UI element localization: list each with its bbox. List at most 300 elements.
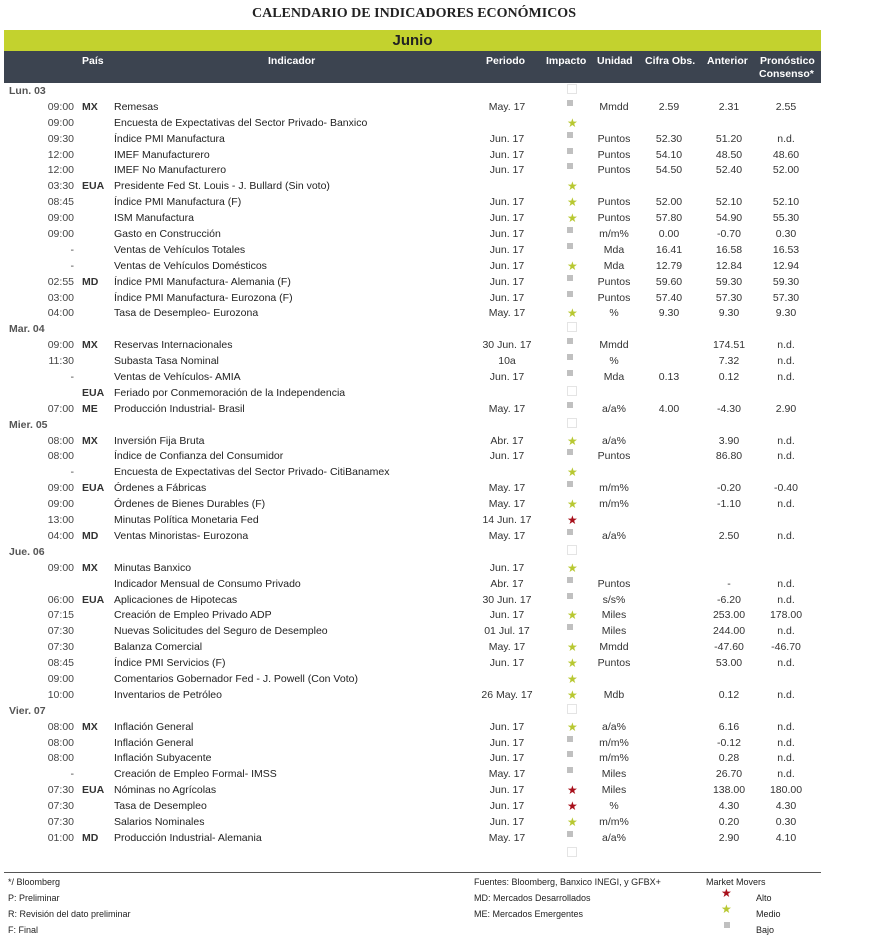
period-cell: May. 17 xyxy=(488,307,526,320)
observed-cell: 12.79 xyxy=(655,259,683,272)
period-cell: May. 17 xyxy=(488,831,526,844)
time-cell: 07:30 xyxy=(47,784,74,797)
indicator-cell: Reservas Internacionales xyxy=(114,339,233,352)
time-cell: 08:00 xyxy=(47,434,74,447)
day-header-row xyxy=(4,322,821,338)
forecast-cell: 0.30 xyxy=(775,815,797,828)
country-cell: ME xyxy=(82,402,98,415)
period-cell: Jun. 17 xyxy=(489,815,525,828)
unit-cell: Puntos xyxy=(597,275,631,288)
time-cell: 12:00 xyxy=(47,148,74,161)
header-pronostico: Pronóstico xyxy=(760,55,815,67)
unit-cell: m/m% xyxy=(599,228,629,241)
period-cell: Jun. 17 xyxy=(489,164,525,177)
legend-alto-star-icon: ★ xyxy=(721,886,732,900)
header-impacto: Impacto xyxy=(546,55,587,67)
indicator-cell: Nuevas Solicitudes del Seguro de Desempleo xyxy=(114,625,328,638)
forecast-cell: 12.94 xyxy=(772,259,800,272)
previous-cell: 51.20 xyxy=(715,132,743,145)
country-cell: EUA xyxy=(82,180,105,193)
footnote-final: F: Final xyxy=(8,925,39,935)
table-row: 07:30 Salarios Nominales Jun. 17 m/m% 0.20 0.30 ★ xyxy=(4,815,821,831)
time-cell: 09:00 xyxy=(47,339,74,352)
indicator-cell: Salarios Nominales xyxy=(114,815,205,828)
unit-cell: Puntos xyxy=(597,577,631,590)
table-row xyxy=(4,132,821,148)
indicator-cell: Índice de Confianza del Consumidor xyxy=(114,450,284,463)
forecast-cell: n.d. xyxy=(777,768,795,781)
indicator-cell: Inflación General xyxy=(114,720,194,733)
indicator-cell: Índice PMI Manufactura- Eurozona (F) xyxy=(114,291,293,304)
country-cell: MX xyxy=(82,561,98,574)
table-row xyxy=(4,148,821,164)
table-row: 08:45 Índice PMI Servicios (F) Jun. 17 Puntos 53.00 n.d. ★ xyxy=(4,656,821,672)
table-row xyxy=(4,831,821,847)
indicator-cell: Minutas Banxico xyxy=(114,561,192,574)
day-label: Mar. 04 xyxy=(9,323,45,336)
table-row xyxy=(4,163,821,179)
table-row: 09:00 ISM Manufactura Jun. 17 Puntos 57.80 54.90 55.30 ★ xyxy=(4,211,821,227)
time-cell: 09:00 xyxy=(47,482,74,495)
table-row xyxy=(4,243,821,259)
table-row: 08:00 MX Inflación General Jun. 17 a/a% 6.16 n.d. ★ xyxy=(4,720,821,736)
time-cell: 13:00 xyxy=(47,514,74,527)
observed-cell: 54.10 xyxy=(655,148,683,161)
unit-cell: a/a% xyxy=(602,402,626,415)
time-cell: 08:00 xyxy=(47,450,74,463)
time-cell: 12:00 xyxy=(47,164,74,177)
period-cell: Jun. 17 xyxy=(489,720,525,733)
footnote-revision: R: Revisión del dato preliminar xyxy=(8,909,131,919)
footnote-fuentes: Fuentes: Bloomberg, Banxico INEGI, y GFBX+ xyxy=(474,877,661,887)
table-row xyxy=(4,847,821,863)
previous-cell: 138.00 xyxy=(712,784,746,797)
unit-cell: Miles xyxy=(601,625,627,638)
indicator-cell: Inversión Fija Bruta xyxy=(114,434,205,447)
previous-cell: 53.00 xyxy=(715,657,743,670)
unit-cell: a/a% xyxy=(602,720,626,733)
time-cell: 07:30 xyxy=(47,815,74,828)
time-cell: - xyxy=(70,371,74,384)
legend-title: Market Movers xyxy=(706,877,766,887)
day-header-row xyxy=(4,545,821,561)
forecast-cell: 16.53 xyxy=(772,243,800,256)
indicator-cell: Ventas de Vehículos Domésticos xyxy=(114,259,267,272)
period-cell: Jun. 17 xyxy=(489,228,525,241)
period-cell: Jun. 17 xyxy=(489,736,525,749)
table-row: 09:00 Encuesta de Expectativas del Sector Privado- Banxico ★ xyxy=(4,116,821,132)
forecast-cell: n.d. xyxy=(777,752,795,765)
forecast-cell: 4.10 xyxy=(775,831,797,844)
period-cell: Jun. 17 xyxy=(489,784,525,797)
time-cell: 08:00 xyxy=(47,720,74,733)
unit-cell: Mda xyxy=(603,371,625,384)
unit-cell: a/a% xyxy=(602,831,626,844)
indicator-cell: Comentarios Gobernador Fed - J. Powell (Con Voto) xyxy=(114,672,358,685)
footnote-bloomberg: */ Bloomberg xyxy=(8,877,61,887)
indicator-cell: Índice PMI Manufactura- Alemania (F) xyxy=(114,275,291,288)
observed-cell: 0.00 xyxy=(658,228,680,241)
country-cell: EUA xyxy=(82,386,105,399)
forecast-cell: n.d. xyxy=(777,625,795,638)
indicator-cell: Índice PMI Servicios (F) xyxy=(114,657,226,670)
previous-cell: -0.12 xyxy=(717,736,741,749)
period-cell: Jun. 17 xyxy=(489,450,525,463)
previous-cell: -6.20 xyxy=(717,593,741,606)
forecast-cell: n.d. xyxy=(777,736,795,749)
footnote-md: MD: Mercados Desarrollados xyxy=(474,893,591,903)
forecast-cell: 0.30 xyxy=(775,228,797,241)
calendar-table-body xyxy=(4,84,821,863)
time-cell: - xyxy=(70,243,74,256)
unit-cell: % xyxy=(609,307,619,320)
header-indicador: Indicador xyxy=(268,55,316,67)
page-title: CALENDARIO DE INDICADORES ECONÓMICOS xyxy=(252,6,576,21)
indicator-cell: Subasta Tasa Nominal xyxy=(114,355,219,368)
previous-cell: 3.90 xyxy=(718,434,740,447)
indicator-cell: Creación de Empleo Formal- IMSS xyxy=(114,768,277,781)
unit-cell: Miles xyxy=(601,768,627,781)
header-consenso: Consenso* xyxy=(759,68,814,80)
observed-cell: 52.30 xyxy=(655,132,683,145)
indicator-cell: Indicador Mensual de Consumo Privado xyxy=(114,577,301,590)
previous-cell: 57.30 xyxy=(715,291,743,304)
indicator-cell: Encuesta de Expectativas del Sector Privado- CitiBanamex xyxy=(114,466,390,479)
indicator-cell: Presidente Fed St. Louis - J. Bullard (Sin voto) xyxy=(114,180,330,193)
forecast-cell: 2.90 xyxy=(775,402,797,415)
previous-cell: 244.00 xyxy=(712,625,746,638)
table-row xyxy=(4,338,821,354)
period-cell: Abr. 17 xyxy=(490,434,524,447)
footer-divider xyxy=(4,872,821,873)
table-row: 07:30 Tasa de Desempleo Jun. 17 % 4.30 4.30 ★ xyxy=(4,799,821,815)
time-cell: 11:30 xyxy=(48,355,74,368)
observed-cell: 52.00 xyxy=(655,196,683,209)
unit-cell: % xyxy=(609,800,619,813)
period-cell: May. 17 xyxy=(488,498,526,511)
unit-cell: m/m% xyxy=(599,482,629,495)
time-cell: 06:00 xyxy=(47,593,74,606)
forecast-cell: n.d. xyxy=(777,577,795,590)
period-cell: Jun. 17 xyxy=(489,800,525,813)
time-cell: 08:00 xyxy=(47,752,74,765)
forecast-cell: -46.70 xyxy=(771,641,801,654)
day-header-row xyxy=(4,84,821,100)
unit-cell: m/m% xyxy=(599,736,629,749)
table-row xyxy=(4,736,821,752)
indicator-cell: Órdenes de Bienes Durables (F) xyxy=(114,498,266,511)
forecast-cell: n.d. xyxy=(777,132,795,145)
unit-cell: m/m% xyxy=(599,498,629,511)
previous-cell: 253.00 xyxy=(712,609,746,622)
indicator-cell: Tasa de Desempleo xyxy=(114,800,207,813)
country-cell: MD xyxy=(82,275,99,288)
previous-cell: 86.80 xyxy=(715,450,743,463)
observed-cell: 9.30 xyxy=(658,307,680,320)
observed-cell: 16.41 xyxy=(655,243,683,256)
forecast-cell: n.d. xyxy=(777,657,795,670)
time-cell: 01:00 xyxy=(47,831,74,844)
forecast-cell: n.d. xyxy=(777,529,795,542)
day-label: Lun. 03 xyxy=(9,85,46,97)
previous-cell: 174.51 xyxy=(712,339,746,352)
indicator-cell: ISM Manufactura xyxy=(114,212,194,225)
legend-bajo-label: Bajo xyxy=(756,925,775,935)
unit-cell: a/a% xyxy=(602,529,626,542)
previous-cell: - xyxy=(727,577,731,590)
table-row: 04:00 Tasa de Desempleo- Eurozona May. 17 % 9.30 9.30 9.30 ★ xyxy=(4,306,821,322)
previous-cell: -4.30 xyxy=(717,402,741,415)
indicator-cell: IMEF No Manufacturero xyxy=(114,164,227,177)
table-header xyxy=(4,51,821,83)
unit-cell: Mda xyxy=(603,243,625,256)
unit-cell: Puntos xyxy=(597,212,631,225)
table-row xyxy=(4,227,821,243)
time-cell: 02:55 xyxy=(47,275,74,288)
indicator-cell: Ventas de Vehículos Totales xyxy=(114,243,246,256)
indicator-cell: Ventas Minoristas- Eurozona xyxy=(114,529,249,542)
unit-cell: Mmdd xyxy=(599,641,629,654)
header-anterior: Anterior xyxy=(707,55,748,67)
time-cell: 09:00 xyxy=(47,228,74,241)
unit-cell: Puntos xyxy=(597,291,631,304)
table-row: 03:30 EUA Presidente Fed St. Louis - J. Bullard (Sin voto) ★ xyxy=(4,179,821,195)
previous-cell: 48.50 xyxy=(715,148,743,161)
indicator-cell: Nóminas no Agrícolas xyxy=(114,784,217,797)
period-cell: Jun. 17 xyxy=(489,291,525,304)
footnote-me: ME: Mercados Emergentes xyxy=(474,909,584,919)
forecast-cell: n.d. xyxy=(777,355,795,368)
previous-cell: 6.16 xyxy=(718,720,740,733)
indicator-cell: Órdenes a Fábricas xyxy=(114,482,207,495)
period-cell: May. 17 xyxy=(488,482,526,495)
forecast-cell: 52.10 xyxy=(772,196,800,209)
table-row xyxy=(4,751,821,767)
country-cell: EUA xyxy=(82,784,105,797)
previous-cell: 0.28 xyxy=(718,752,740,765)
unit-cell: Puntos xyxy=(597,196,631,209)
footnote-preliminar: P: Preliminar xyxy=(8,893,60,903)
unit-cell: Puntos xyxy=(597,450,631,463)
table-row: 09:00 MX Minutas Banxico Jun. 17 ★ xyxy=(4,561,821,577)
indicator-cell: Ventas de Vehículos- AMIA xyxy=(114,371,241,384)
legend-medio-star-icon: ★ xyxy=(721,902,732,916)
time-cell: - xyxy=(70,259,74,272)
time-cell: 09:00 xyxy=(47,498,74,511)
observed-cell: 54.50 xyxy=(655,164,683,177)
period-cell: Jun. 17 xyxy=(489,243,525,256)
indicator-cell: Minutas Política Monetaria Fed xyxy=(114,514,259,527)
period-cell: Jun. 17 xyxy=(489,657,525,670)
period-cell: 10a xyxy=(498,355,516,368)
forecast-cell: n.d. xyxy=(777,593,795,606)
period-cell: Jun. 17 xyxy=(489,275,525,288)
table-row: 08:00 MX Inversión Fija Bruta Abr. 17 a/a% 3.90 n.d. ★ xyxy=(4,434,821,450)
period-cell: Jun. 17 xyxy=(489,148,525,161)
observed-cell: 57.40 xyxy=(655,291,683,304)
period-cell: May. 17 xyxy=(488,402,526,415)
indicator-cell: Inflación General xyxy=(114,736,194,749)
table-row xyxy=(4,275,821,291)
unit-cell: Miles xyxy=(601,609,627,622)
forecast-cell: n.d. xyxy=(777,720,795,733)
previous-cell: 12.84 xyxy=(715,259,743,272)
country-cell: MX xyxy=(82,720,98,733)
period-cell: 30 Jun. 17 xyxy=(482,339,532,352)
forecast-cell: 59.30 xyxy=(772,275,800,288)
indicator-cell: Remesas xyxy=(114,100,159,113)
table-row: 13:00 Minutas Política Monetaria Fed 14 Jun. 17 ★ xyxy=(4,513,821,529)
day-label: Vier. 07 xyxy=(9,704,46,717)
forecast-cell: 4.30 xyxy=(775,800,797,813)
unit-cell: m/m% xyxy=(599,815,629,828)
table-row: - Ventas de Vehículos Domésticos Jun. 17 Mda 12.79 12.84 12.94 ★ xyxy=(4,259,821,275)
table-row xyxy=(4,386,821,402)
period-cell: 14 Jun. 17 xyxy=(482,514,532,527)
time-cell: 07:00 xyxy=(47,402,74,415)
indicator-cell: Producción Industrial- Brasil xyxy=(114,402,245,415)
previous-cell: 2.90 xyxy=(718,831,740,844)
forecast-cell: 2.55 xyxy=(775,100,797,113)
time-cell: 07:30 xyxy=(47,641,74,654)
table-row xyxy=(4,354,821,370)
indicator-cell: Gasto en Construcción xyxy=(114,228,221,241)
header-pais: País xyxy=(82,55,104,67)
time-cell: 09:00 xyxy=(47,212,74,225)
day-header-row xyxy=(4,704,821,720)
forecast-cell: 52.00 xyxy=(772,164,800,177)
indicator-cell: Encuesta de Expectativas del Sector Privado- Banxico xyxy=(114,116,368,129)
period-cell: Jun. 17 xyxy=(489,196,525,209)
table-row: - Encuesta de Expectativas del Sector Privado- CitiBanamex ★ xyxy=(4,465,821,481)
table-row xyxy=(4,767,821,783)
table-row: 10:00 Inventarios de Petróleo 26 May. 17 Mdb 0.12 n.d. ★ xyxy=(4,688,821,704)
indicator-cell: Producción Industrial- Alemania xyxy=(114,831,262,844)
indicator-cell: Tasa de Desempleo- Eurozona xyxy=(114,307,259,320)
time-cell: - xyxy=(70,768,74,781)
forecast-cell: n.d. xyxy=(777,450,795,463)
forecast-cell: 57.30 xyxy=(772,291,800,304)
country-cell: EUA xyxy=(82,593,105,606)
table-row: 07:30 EUA Nóminas no Agrícolas Jun. 17 Miles 138.00 180.00 ★ xyxy=(4,783,821,799)
day-label: Mier. 05 xyxy=(9,418,48,431)
time-cell: 08:45 xyxy=(47,657,74,670)
header-unidad: Unidad xyxy=(597,55,633,67)
period-cell: Jun. 17 xyxy=(489,212,525,225)
previous-cell: 52.10 xyxy=(715,196,743,209)
previous-cell: 0.20 xyxy=(718,815,740,828)
forecast-cell: 55.30 xyxy=(772,212,800,225)
day-header-row xyxy=(4,418,821,434)
time-cell: 07:30 xyxy=(47,800,74,813)
previous-cell: 26.70 xyxy=(715,768,743,781)
unit-cell: a/a% xyxy=(602,434,626,447)
time-cell: 07:15 xyxy=(47,609,74,622)
table-row xyxy=(4,449,821,465)
previous-cell: 0.12 xyxy=(718,371,740,384)
unit-cell: Miles xyxy=(601,784,627,797)
table-row xyxy=(4,370,821,386)
forecast-cell: n.d. xyxy=(777,339,795,352)
previous-cell: -47.60 xyxy=(714,641,744,654)
table-row xyxy=(4,402,821,418)
table-row xyxy=(4,481,821,497)
observed-cell: 0.13 xyxy=(658,371,680,384)
time-cell: 08:00 xyxy=(47,736,74,749)
indicator-cell: Feriado por Conmemoración de la Independencia xyxy=(114,386,346,399)
time-cell: 10:00 xyxy=(47,688,74,701)
period-cell: May. 17 xyxy=(488,100,526,113)
forecast-cell: -0.40 xyxy=(774,482,798,495)
indicator-cell: IMEF Manufacturero xyxy=(114,148,210,161)
previous-cell: 59.30 xyxy=(715,275,743,288)
time-cell: 09:00 xyxy=(47,100,74,113)
country-cell: MD xyxy=(82,831,99,844)
unit-cell: Mdb xyxy=(603,688,625,701)
unit-cell: Puntos xyxy=(597,148,631,161)
legend-medio-label: Medio xyxy=(756,909,781,919)
legend-alto-label: Alto xyxy=(756,893,772,903)
header-cifra: Cifra Obs. xyxy=(645,55,696,67)
table-row xyxy=(4,593,821,609)
table-row xyxy=(4,577,821,593)
indicator-cell: Creación de Empleo Privado ADP xyxy=(114,609,272,622)
time-cell: 09:00 xyxy=(47,672,74,685)
legend-bajo-square-icon xyxy=(724,922,730,928)
time-cell: 08:45 xyxy=(47,196,74,209)
unit-cell: Puntos xyxy=(597,164,631,177)
unit-cell: s/s% xyxy=(602,593,626,606)
period-cell: Jun. 17 xyxy=(489,259,525,272)
table-row xyxy=(4,529,821,545)
indicator-cell: Índice PMI Manufactura xyxy=(114,132,225,145)
country-cell: MX xyxy=(82,100,98,113)
previous-cell: 2.31 xyxy=(718,100,740,113)
indicator-cell: Índice PMI Manufactura (F) xyxy=(114,196,242,209)
period-cell: May. 17 xyxy=(488,529,526,542)
period-cell: Jun. 17 xyxy=(489,609,525,622)
forecast-cell: 180.00 xyxy=(769,784,803,797)
time-cell: 09:00 xyxy=(47,561,74,574)
time-cell: 03:30 xyxy=(47,180,74,193)
unit-cell: Puntos xyxy=(597,657,631,670)
period-cell: Jun. 17 xyxy=(489,132,525,145)
table-row: 07:15 Creación de Empleo Privado ADP Jun. 17 Miles 253.00 178.00 ★ xyxy=(4,608,821,624)
period-cell: May. 17 xyxy=(488,768,526,781)
previous-cell: 4.30 xyxy=(718,800,740,813)
forecast-cell: n.d. xyxy=(777,498,795,511)
time-cell: - xyxy=(70,466,74,479)
country-cell: EUA xyxy=(82,482,105,495)
indicator-cell: Inflación Subyacente xyxy=(114,752,212,765)
table-row xyxy=(4,100,821,116)
observed-cell: 2.59 xyxy=(658,100,680,113)
forecast-cell: 48.60 xyxy=(772,148,800,161)
observed-cell: 57.80 xyxy=(655,212,683,225)
period-cell: Jun. 17 xyxy=(489,752,525,765)
time-cell: 03:00 xyxy=(47,291,74,304)
period-cell: Jun. 17 xyxy=(489,371,525,384)
period-cell: 26 May. 17 xyxy=(481,688,533,701)
unit-cell: Mmdd xyxy=(599,100,629,113)
period-cell: Jun. 17 xyxy=(489,561,525,574)
unit-cell: Mmdd xyxy=(599,339,629,352)
month-banner: Junio xyxy=(4,30,821,51)
time-cell: 09:00 xyxy=(47,116,74,129)
previous-cell: 54.90 xyxy=(715,212,743,225)
unit-cell: Puntos xyxy=(597,132,631,145)
day-label: Jue. 06 xyxy=(9,545,45,558)
